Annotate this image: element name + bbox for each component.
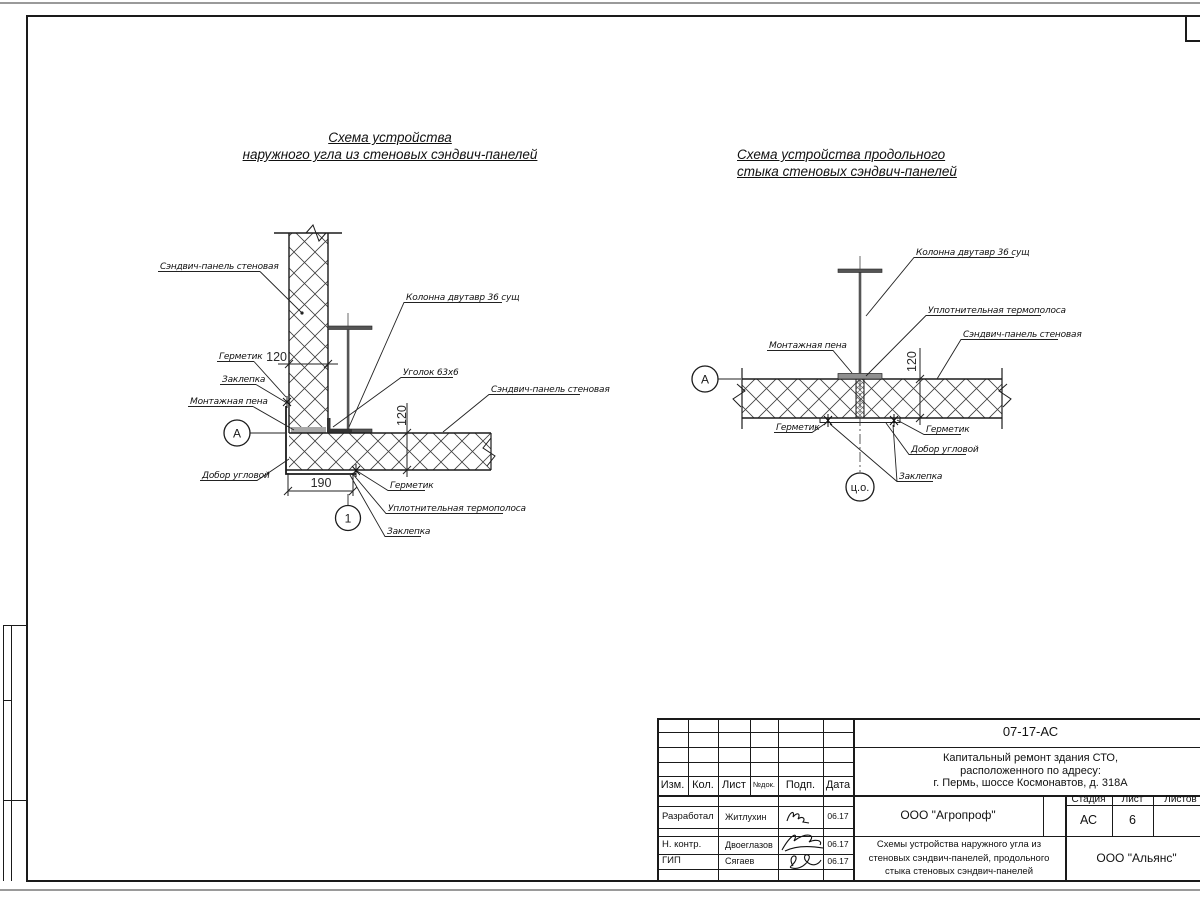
right-diagram [692, 248, 1082, 501]
dim-120-right: 120 [395, 405, 409, 426]
doc-code: 07-17-АС [1002, 724, 1059, 740]
project-name [853, 747, 1200, 795]
label-corner-trim: Добор угловой [911, 445, 979, 455]
project-line1: Капитальный ремонт здания СТО, [942, 752, 1119, 765]
label-sealant-right: Герметик [926, 425, 970, 435]
row-role-nkontr: Н. контр. [662, 838, 702, 850]
sheet-value: 6 [1129, 813, 1136, 828]
description-line3: стыка стеновых сэндвич-панелей [884, 866, 1034, 878]
label-panel-left: Сэндвич-панель стеновая [160, 262, 279, 272]
label-column: Колонна двутавр 36 сущ [406, 293, 520, 303]
header-stadia: Стадия [1071, 794, 1106, 806]
sheet-description [853, 836, 1065, 881]
project-line3: г. Пермь, шоссе Космонавтов, д. 318А [933, 777, 1128, 790]
left-diagram-title-line2: наружного угла из стеновых сэндвич-панелей [242, 147, 538, 162]
left-diagram-title-line1: Схема устройства [328, 130, 452, 145]
label-rivet-top: Заклепка [222, 375, 266, 385]
row-date-razrabotal: 06.17 [827, 811, 849, 822]
description-line1: Схемы устройства наружного угла из [876, 839, 1042, 851]
label-corner-trim: Добор угловой [202, 471, 270, 481]
marker-section-a2: А [700, 372, 710, 387]
dim-120: 120 [905, 351, 919, 372]
label-sealant-bottom: Герметик [390, 481, 434, 491]
row-name-gip: Сягаев [725, 856, 755, 867]
stage-value: АС [1079, 813, 1098, 828]
label-panel-right: Сэндвич-панель стеновая [491, 385, 610, 395]
header-ndok: №док. [753, 780, 775, 790]
marker-node-1: 1 [344, 511, 352, 526]
row-role-gip: ГИП [662, 855, 681, 867]
org-client: ООО "Альянс" [1096, 850, 1177, 865]
marker-center: ц.о. [850, 482, 870, 494]
header-izm: Изм. [660, 779, 685, 792]
label-column: Колонна двутавр 36 сущ [916, 248, 1030, 258]
project-line2: расположенного по адресу: [960, 764, 1101, 777]
description-line2: стеновых сэндвич-панелей, продольного [868, 852, 1050, 864]
dim-190: 190 [310, 476, 332, 490]
right-diagram-title-line2: стыка стеновых сэндвич-панелей [737, 164, 957, 179]
label-foam: Монтажная пена [190, 397, 268, 407]
signature-razrabotal [783, 808, 821, 826]
label-sealant-left: Герметик [776, 423, 820, 433]
header-list: Лист [722, 779, 746, 792]
right-diagram-title-line1: Схема устройства продольного [737, 147, 946, 162]
marker-section-a: А [232, 426, 242, 441]
label-rivet: Заклепка [899, 472, 943, 482]
listov-value [1153, 805, 1200, 836]
header-listov: Листов [1164, 794, 1197, 806]
header-list2: Лист [1121, 794, 1144, 806]
header-data: Дата [825, 779, 851, 792]
label-foam: Монтажная пена [769, 341, 847, 351]
label-sealant-top: Герметик [219, 352, 263, 362]
row-name-nkontr: Двоеглазов [725, 839, 773, 850]
label-thermal-strip: Уплотнительная термополоса [388, 504, 526, 514]
row-name-razrabotal: Житлухин [725, 811, 767, 822]
header-kol: Кол. [692, 779, 714, 792]
row-role-razrabotal: Разработал [662, 810, 714, 822]
label-panel: Сэндвич-панель стеновая [963, 330, 1082, 340]
dim-120-top: 120 [266, 350, 287, 364]
org-designer: ООО "Агропроф" [900, 807, 996, 822]
label-angle: Уголок 63х6 [403, 368, 459, 378]
label-rivet-bottom: Заклепка [387, 527, 431, 537]
left-diagram [158, 225, 610, 537]
row-date-gip: 06.17 [827, 855, 849, 866]
label-thermal-strip: Уплотнительная термополоса [928, 306, 1066, 316]
signature-gip [783, 851, 825, 871]
row-date-nkontr: 06.17 [827, 839, 849, 850]
header-podp: Подп. [785, 779, 816, 792]
